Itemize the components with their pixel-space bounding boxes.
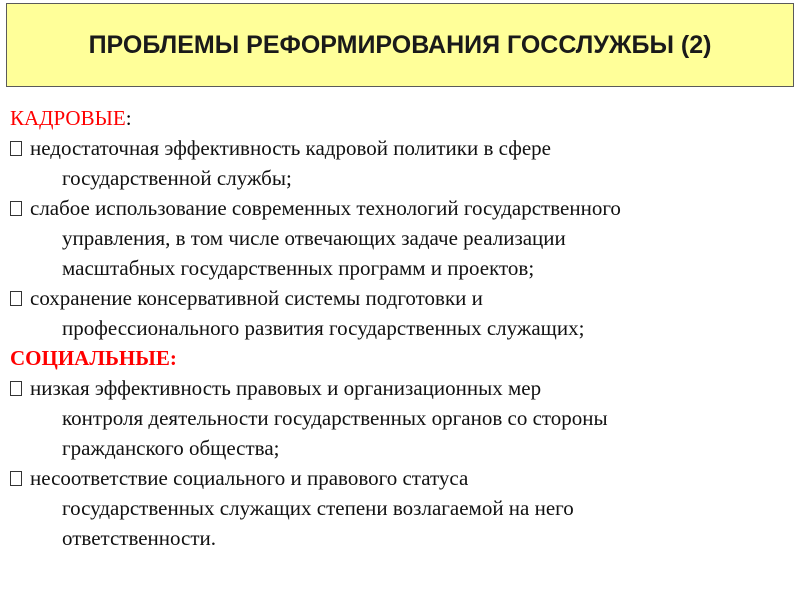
list-item-line: слабое использование современных технологий государственного — [30, 196, 621, 220]
list-item — [10, 133, 790, 193]
checkbox-square-icon — [10, 141, 22, 156]
list-item — [10, 283, 790, 343]
list-item-line: гражданского общества; — [62, 436, 280, 460]
section-heading-personnel-colon: : — [125, 106, 132, 130]
checkbox-square-icon — [10, 381, 22, 396]
checkbox-square-icon — [10, 471, 22, 486]
list-item-line: контроля деятельности государственных органов со стороны — [62, 406, 608, 430]
list-item — [10, 373, 790, 463]
list-item-line: масштабных государственных программ и проектов; — [62, 256, 535, 280]
list-item-line: несоответствие социального и правового статуса — [30, 466, 469, 490]
slide-title: ПРОБЛЕМЫ РЕФОРМИРОВАНИЯ ГОССЛУЖБЫ (2) — [88, 30, 712, 59]
section-heading-social: СОЦИАЛЬНЫЕ: — [10, 346, 177, 370]
section-heading-personnel-text: КАДРОВЫЕ — [10, 106, 126, 130]
list-item-line: недостаточная эффективность кадровой политики в сфере — [30, 136, 551, 160]
list-item — [10, 463, 790, 553]
list-item-line: профессионального развития государственных служащих; — [62, 316, 585, 340]
list-item-line: государственной службы; — [62, 166, 292, 190]
list-item-line: ответственности. — [62, 526, 217, 550]
checkbox-square-icon — [10, 201, 22, 216]
list-item-line: управления, в том числе отвечающих задаче реализации — [62, 226, 566, 250]
list-item — [10, 193, 790, 283]
checkbox-square-icon — [10, 291, 22, 306]
title-box — [6, 3, 794, 87]
list-item-line: сохранение консервативной системы подготовки и — [30, 286, 483, 310]
list-item-line: низкая эффективность правовых и организационных мер — [30, 376, 542, 400]
slide-content — [10, 103, 790, 553]
list-item-line: государственных служащих степени возлагаемой на него — [62, 496, 574, 520]
section-heading-personnel — [10, 103, 790, 133]
